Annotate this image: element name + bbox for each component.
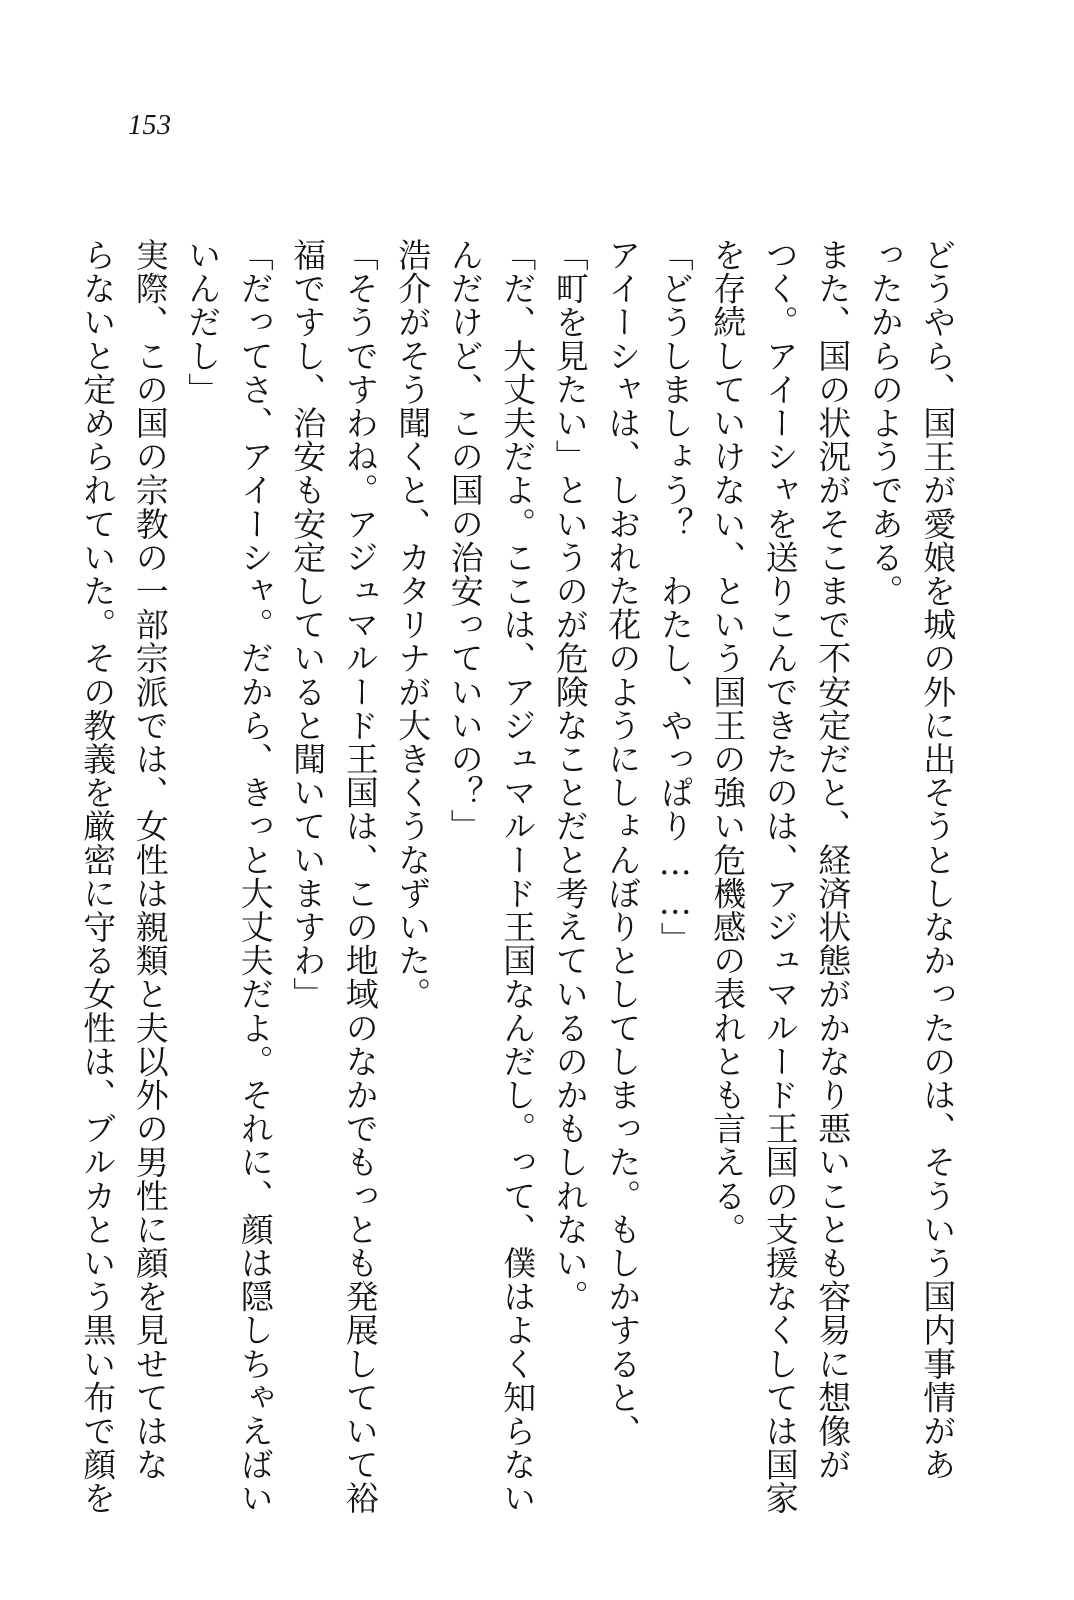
text-line xyxy=(597,238,650,1578)
text-line-content: 実際、この国の宗教の一部宗派では、女性は親類と夫以外の男性に顔を見せてはな xyxy=(130,238,170,1482)
text-line-content: いんだし」 xyxy=(183,238,223,406)
text-line xyxy=(229,238,282,1578)
text-line-content: んだけど、この国の治安っていいの？」 xyxy=(445,238,485,843)
text-line xyxy=(807,238,860,1578)
text-line-content: また、国の状況がそこまで不安定だと、経済状態がかなり悪いことも容易に想像が xyxy=(813,238,853,1482)
text-line-content: 「だってさ、アイーシャ。だから、きっと大丈夫だよ。それに、顔は隠しちゃえばい xyxy=(235,238,275,1515)
text-line-content: 福ですし、治安も安定していると聞いていますわ」 xyxy=(288,238,328,1011)
text-line-content: 「そうですわね。アジュマルード王国は、この地域のなかでもっとも発展していて裕 xyxy=(340,238,380,1515)
text-line xyxy=(282,238,335,1578)
text-line xyxy=(387,238,440,1578)
text-line xyxy=(544,238,597,1578)
text-line-content: 浩介がそう聞くと、カタリナが大きくうなずいた。 xyxy=(393,238,433,1011)
text-line-content: を存続していけない、という国王の強い危機感の表れとも言える。 xyxy=(708,238,748,1246)
text-line xyxy=(912,238,965,1578)
text-line xyxy=(492,238,545,1578)
text-line-content: どうやら、国王が愛娘を城の外に出そうとしなかったのは、そういう国内事情があ xyxy=(918,238,958,1482)
text-line xyxy=(334,238,387,1578)
text-line xyxy=(649,238,702,1578)
text-line xyxy=(124,238,177,1578)
text-line xyxy=(702,238,755,1578)
text-line-content: ったからのようである。 xyxy=(865,238,905,608)
text-line-content: 「町を見たい」というのが危険なことだと考えているのかもしれない。 xyxy=(550,238,590,1314)
text-line xyxy=(859,238,912,1578)
text-line-content: らないと定められていた。その教義を厳密に守る女性は、ブルカという黒い布で顔を xyxy=(78,238,118,1515)
text-line xyxy=(754,238,807,1578)
text-line-content: 「どうしましょう？ わたし、やっぱり……」 xyxy=(655,238,695,956)
text-line xyxy=(177,238,230,1578)
page-number: 153 xyxy=(128,110,172,141)
text-line-content: 「だ、大丈夫だよ。ここは、アジュマルード王国なんだし。って、僕はよく知らない xyxy=(498,238,538,1515)
text-line-content: つく。アイーシャを送りこんできたのは、アジュマルード王国の支援なくしては国家 xyxy=(760,238,800,1515)
vertical-text-body xyxy=(78,238,964,1578)
text-line xyxy=(72,238,125,1578)
text-line xyxy=(439,238,492,1578)
text-line-content: アイーシャは、しおれた花のようにしょんぼりとしてしまった。もしかすると、 xyxy=(603,238,643,1448)
